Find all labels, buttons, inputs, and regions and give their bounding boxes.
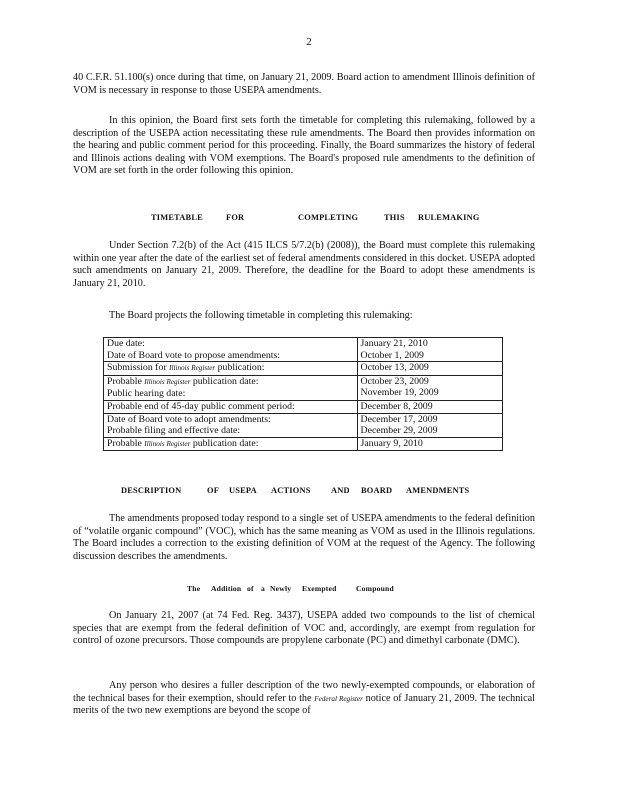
event-text: Public hearing date: [107,388,186,400]
table-row [104,338,503,362]
table-row [104,413,503,437]
table-row [104,375,503,400]
paragraph-text-segment: Any person who desires a fuller description of the two newly-exempted compounds, or elaboration of the technical bases for their exemption, should refer to the [73,680,535,704]
paragraph-text [73,680,535,718]
paragraph-continuation [73,72,535,97]
event-text: Probable filing and effective date: [107,425,241,437]
heading-word: FOR [226,213,245,222]
heading-word: RULEMAKING [418,213,480,222]
paragraph-text: 40 C.F.R. 51.100(s) once during that time, on January 21, 2009. Board action to amendment Illinois definition of VOM is necessary in response to those USEPA amendments. [73,72,535,96]
federal-register-italic: Federal Register [314,694,363,703]
paragraph-text-segment: notice of January 21, 2009. The technical merits of the two new exemptions are beyond the scope of [73,692,536,717]
date-cell [357,413,502,437]
heading-word: of [247,584,254,593]
event-italic-text: Illinois Register [144,377,191,386]
paragraph-text: The amendments proposed today respond to a single set of USEPA amendments to the federal definition of “volatile organic compound” (VOC), which has the same meaning as VOM as used in the Illinois regulations. The Board includes a correction to the existing definition of VOM at the request of the Agency. The following discussion describes the amendments. [73,513,535,562]
heading-word: USEPA [229,486,257,495]
event-cell [104,338,358,362]
date-text: November 19, 2009 [360,387,439,399]
paragraph-further-reading [73,680,535,718]
date-text: January 9, 2010 [360,437,423,449]
heading-word: TIMETABLE [151,213,203,222]
paragraph-description [73,513,535,563]
date-cell [357,400,502,413]
heading-word: AND [331,486,350,495]
heading-word: ACTIONS [271,486,311,495]
timetable-table [103,337,503,451]
event-text: publication: [215,362,265,374]
heading-description [121,486,470,495]
date-text: January 21, 2010 [360,338,428,349]
heading-timetable [151,213,508,222]
paragraph-timetable-intro [73,310,535,323]
event-text: publication date: [190,375,259,387]
date-cell [357,362,502,376]
event-text: publication date: [190,437,259,449]
heading-word: Exempted [302,584,337,593]
event-cell [104,437,358,451]
paragraph-text: The Board projects the following timetable in completing this rulemaking: [109,310,413,321]
date-cell [357,437,502,451]
date-text: October 1, 2009 [360,349,424,361]
heading-word: Addition [211,584,242,593]
paragraph-addition [73,610,535,648]
paragraph-text: On January 21, 2007 (at 74 Fed. Reg. 3437), USEPA added two compounds to the list of chemical species that are exempt from the federal definition of VOC and, accordingly, are exempt from regulation for control of ozone precursors. Those compounds are propylene carbonate (PC) and dimethyl carbonate (DMC). [73,610,535,647]
table-row [104,400,503,413]
event-text: Due date: [107,338,145,349]
heading-word: OF [207,486,220,495]
event-text: Probable [107,375,145,387]
heading-word: The [187,584,201,593]
heading-word: Compound [356,584,394,593]
event-text: Submission for [107,362,170,374]
event-cell [104,400,358,413]
page-number: 2 [306,36,312,48]
event-text: Probable end of 45-day public comment period: [107,400,295,412]
table-row [104,362,503,376]
date-cell [357,375,502,400]
heading-word: Newly [270,584,292,593]
date-text: October 23, 2009 [360,375,429,387]
heading-word: THIS [384,213,405,222]
heading-addition [187,584,404,593]
event-cell [104,375,358,400]
event-text: Date of Board vote to propose amendments: [107,349,281,361]
date-cell [357,338,502,362]
event-text: Probable [107,437,145,449]
date-text: December 8, 2009 [360,400,433,412]
event-cell [104,413,358,437]
heading-word: AMENDMENTS [406,486,470,495]
event-italic-text: Illinois Register [169,364,216,373]
date-text: October 13, 2009 [360,362,429,374]
heading-word: a [261,584,265,593]
paragraph-text: In this opinion, the Board first sets forth the timetable for completing this rulemaking, followed by a description of the USEPA action necessitating these rule amendments. The Board then provides information on the hearing and public comment period for this proceeding. Finally, the Board summarizes the history of federal and Illinois actions dealing with VOM exemptions. The Board's proposed rule amendments to the definition of VOM are set forth in the order following this opinion. [73,115,535,177]
event-italic-text: Illinois Register [144,439,191,448]
event-cell [104,362,358,376]
paragraph-text: Under Section 7.2(b) of the Act (415 ILCS 5/7.2(b) (2008)), the Board must complete this rulemaking within one year after the date of the earliest set of federal amendments considered in this docket. USEPA adopted such amendments on January 21, 2009. Therefore, the deadline for the Board to adopt these amendments is January 21, 2010. [73,240,535,289]
heading-word: BOARD [361,486,393,495]
paragraph-section-7-2 [73,240,535,290]
paragraph-opinion-overview [73,115,535,178]
table-row [104,437,503,451]
heading-word: COMPLETING [298,213,359,222]
date-text: December 29, 2009 [360,425,438,437]
date-text: December 17, 2009 [360,413,438,425]
heading-word: DESCRIPTION [121,486,182,495]
event-text: Date of Board vote to adopt amendments: [107,413,271,425]
